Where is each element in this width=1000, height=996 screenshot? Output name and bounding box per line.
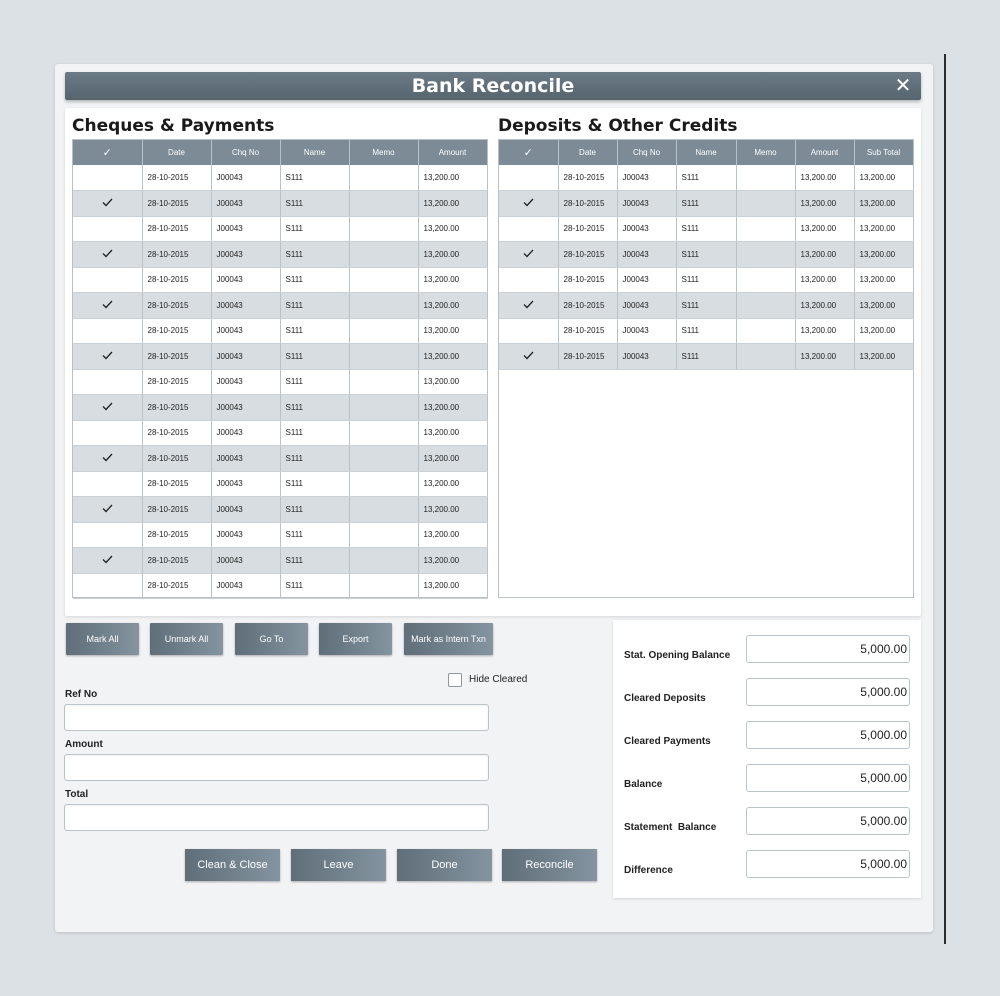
cell-name: S111 xyxy=(280,522,349,548)
deposits-title: Deposits & Other Credits xyxy=(498,116,738,136)
cell-name: S111 xyxy=(280,420,349,446)
cell-date: 28-10-2015 xyxy=(558,293,617,319)
cell-date: 28-10-2015 xyxy=(142,318,211,344)
cell-memo xyxy=(736,344,795,370)
cell-memo xyxy=(349,216,418,242)
cell-amount: 13,200.00 xyxy=(795,242,854,268)
cell-chq: J00043 xyxy=(211,267,280,293)
cell-memo xyxy=(349,267,418,293)
cell-name: S111 xyxy=(676,267,736,293)
export-button[interactable]: Export xyxy=(319,623,392,655)
cell-chq: J00043 xyxy=(211,497,280,523)
cell-date: 28-10-2015 xyxy=(142,548,211,574)
cell-date: 28-10-2015 xyxy=(142,267,211,293)
cell-amount: 13,200.00 xyxy=(418,369,487,395)
cell-amount: 13,200.00 xyxy=(418,548,487,574)
column-header-amount[interactable]: Amount xyxy=(795,140,854,165)
cell-amount: 13,200.00 xyxy=(795,267,854,293)
column-header-name[interactable]: Name xyxy=(676,140,736,165)
table-row[interactable] xyxy=(73,369,487,395)
bank-reconcile-window xyxy=(55,64,933,932)
cell-memo xyxy=(736,318,795,344)
cell-memo xyxy=(736,293,795,319)
table-row[interactable] xyxy=(73,267,487,293)
cell-chq: J00043 xyxy=(211,216,280,242)
table-row[interactable] xyxy=(73,395,487,421)
cell-chq: J00043 xyxy=(211,318,280,344)
cleared-deposits-label: Cleared Deposits xyxy=(624,693,706,704)
checkmark-icon[interactable] xyxy=(499,344,558,370)
table-row[interactable] xyxy=(499,191,913,217)
table-row[interactable] xyxy=(499,344,913,370)
cell-amount: 13,200.00 xyxy=(418,446,487,472)
cell-date: 28-10-2015 xyxy=(142,369,211,395)
cell-chq: J00043 xyxy=(211,395,280,421)
title-bar xyxy=(65,72,921,100)
cell-chq: J00043 xyxy=(211,369,280,395)
opening-balance-field[interactable]: 5,000.00 xyxy=(746,635,910,663)
cell-name: S111 xyxy=(676,216,736,242)
cell-name: S111 xyxy=(280,191,349,217)
cell-date: 28-10-2015 xyxy=(558,344,617,370)
row-check-cell[interactable] xyxy=(73,318,142,344)
cell-amount: 13,200.00 xyxy=(418,344,487,370)
cell-name: S111 xyxy=(676,165,736,191)
check-column-header[interactable]: ✓ xyxy=(499,140,558,165)
cell-amount: 13,200.00 xyxy=(795,344,854,370)
amount-label: Amount xyxy=(65,739,103,750)
table-row[interactable] xyxy=(73,191,487,217)
cell-memo xyxy=(736,191,795,217)
row-check-cell[interactable] xyxy=(499,267,558,293)
cell-amount: 13,200.00 xyxy=(418,293,487,319)
cell-memo xyxy=(349,446,418,472)
table-row[interactable] xyxy=(499,293,913,319)
row-check-cell[interactable] xyxy=(499,165,558,191)
checkmark-icon[interactable] xyxy=(73,395,142,421)
cell-amount: 13,200.00 xyxy=(418,165,487,191)
cell-chq: J00043 xyxy=(211,191,280,217)
cleared-deposits-field[interactable]: 5,000.00 xyxy=(746,678,910,706)
cell-memo xyxy=(736,267,795,293)
cell-date: 28-10-2015 xyxy=(558,191,617,217)
cell-chq: J00043 xyxy=(617,318,676,344)
cell-date: 28-10-2015 xyxy=(558,242,617,268)
cell-name: S111 xyxy=(280,395,349,421)
checkmark-icon[interactable] xyxy=(73,191,142,217)
cell-date: 28-10-2015 xyxy=(558,267,617,293)
row-check-cell[interactable] xyxy=(73,216,142,242)
table-row[interactable] xyxy=(499,267,913,293)
cell-subtotal: 13,200.00 xyxy=(854,293,913,319)
cell-memo xyxy=(736,216,795,242)
cell-chq: J00043 xyxy=(211,471,280,497)
row-check-cell[interactable] xyxy=(73,471,142,497)
difference-label: Difference xyxy=(624,865,673,876)
cell-amount: 13,200.00 xyxy=(795,216,854,242)
column-header-memo[interactable]: Memo xyxy=(349,140,418,165)
tables-panel xyxy=(65,108,921,616)
leave-button[interactable]: Leave xyxy=(291,849,386,881)
cheques-body xyxy=(73,165,487,599)
column-header-name[interactable]: Name xyxy=(280,140,349,165)
cell-name: S111 xyxy=(676,344,736,370)
cell-date: 28-10-2015 xyxy=(142,395,211,421)
deposits-grid xyxy=(498,139,914,598)
unmark-all-button[interactable]: Unmark All xyxy=(150,623,223,655)
table-row[interactable] xyxy=(73,216,487,242)
cell-name: S111 xyxy=(280,548,349,574)
cell-chq: J00043 xyxy=(617,242,676,268)
cell-name: S111 xyxy=(676,318,736,344)
cell-amount: 13,200.00 xyxy=(418,522,487,548)
cell-amount: 13,200.00 xyxy=(418,395,487,421)
cell-chq: J00043 xyxy=(211,522,280,548)
column-header-date[interactable]: Date xyxy=(142,140,211,165)
table-row[interactable] xyxy=(499,242,913,268)
cell-date: 28-10-2015 xyxy=(558,318,617,344)
close-icon[interactable]: ✕ xyxy=(894,75,912,97)
statement-balance-label: Statement Balance xyxy=(624,822,717,833)
checkmark-icon[interactable] xyxy=(499,191,558,217)
table-row[interactable] xyxy=(73,548,487,574)
cell-date: 28-10-2015 xyxy=(142,344,211,370)
cell-chq: J00043 xyxy=(211,344,280,370)
cell-subtotal: 13,200.00 xyxy=(854,165,913,191)
row-check-cell[interactable] xyxy=(73,267,142,293)
table-row[interactable] xyxy=(73,471,487,497)
row-check-cell[interactable] xyxy=(73,420,142,446)
table-row[interactable] xyxy=(73,344,487,370)
check-column-header[interactable]: ✓ xyxy=(73,140,142,165)
row-check-cell[interactable] xyxy=(73,573,142,599)
cell-date: 28-10-2015 xyxy=(142,165,211,191)
table-row[interactable] xyxy=(73,446,487,472)
cell-name: S111 xyxy=(280,497,349,523)
mark-all-button[interactable]: Mark All xyxy=(66,623,139,655)
reconcile-button[interactable]: Reconcile xyxy=(502,849,597,881)
cell-memo xyxy=(349,369,418,395)
done-button[interactable]: Done xyxy=(397,849,492,881)
column-header-amount[interactable]: Amount xyxy=(418,140,487,165)
cleared-payments-field[interactable]: 5,000.00 xyxy=(746,721,910,749)
total-field[interactable] xyxy=(64,804,489,831)
cell-chq: J00043 xyxy=(617,344,676,370)
difference-field[interactable]: 5,000.00 xyxy=(746,850,910,878)
cell-memo xyxy=(349,191,418,217)
cell-date: 28-10-2015 xyxy=(142,191,211,217)
cell-memo xyxy=(349,497,418,523)
opening-balance-label: Stat. Opening Balance xyxy=(624,650,731,661)
cell-memo xyxy=(349,548,418,574)
column-header-sub-total[interactable]: Sub Total xyxy=(854,140,913,165)
cell-amount: 13,200.00 xyxy=(795,318,854,344)
summary-panel xyxy=(613,620,921,898)
cell-subtotal: 13,200.00 xyxy=(854,191,913,217)
cell-memo xyxy=(349,318,418,344)
cell-name: S111 xyxy=(280,293,349,319)
cheques-grid xyxy=(72,139,488,598)
hide-cleared-label: Hide Cleared xyxy=(469,674,528,685)
column-header-chq-no[interactable]: Chq No xyxy=(617,140,676,165)
hide-cleared-checkbox[interactable] xyxy=(448,673,462,687)
cell-amount: 13,200.00 xyxy=(418,242,487,268)
cell-chq: J00043 xyxy=(617,293,676,319)
cell-subtotal: 13,200.00 xyxy=(854,267,913,293)
cell-chq: J00043 xyxy=(211,293,280,319)
cell-memo xyxy=(736,242,795,268)
cell-amount: 13,200.00 xyxy=(418,471,487,497)
table-row[interactable] xyxy=(73,497,487,523)
cell-amount: 13,200.00 xyxy=(418,420,487,446)
cell-chq: J00043 xyxy=(617,216,676,242)
cell-chq: J00043 xyxy=(617,191,676,217)
cell-memo xyxy=(349,242,418,268)
deposits-body xyxy=(499,165,913,369)
checkmark-icon[interactable] xyxy=(499,293,558,319)
table-row[interactable] xyxy=(73,318,487,344)
table-row[interactable] xyxy=(73,522,487,548)
cell-chq: J00043 xyxy=(211,242,280,268)
checkmark-icon[interactable] xyxy=(73,446,142,472)
cell-date: 28-10-2015 xyxy=(142,242,211,268)
table-row[interactable] xyxy=(499,318,913,344)
cell-name: S111 xyxy=(280,242,349,268)
cell-name: S111 xyxy=(280,471,349,497)
cell-amount: 13,200.00 xyxy=(795,293,854,319)
cell-amount: 13,200.00 xyxy=(418,216,487,242)
cell-amount: 13,200.00 xyxy=(795,165,854,191)
mark-as-intern-txn-button[interactable]: Mark as Intern Txn xyxy=(404,623,493,655)
cell-chq: J00043 xyxy=(211,420,280,446)
deposits-header-row xyxy=(499,140,913,165)
column-header-chq-no[interactable]: Chq No xyxy=(211,140,280,165)
table-row[interactable] xyxy=(73,573,487,599)
cell-amount: 13,200.00 xyxy=(795,191,854,217)
cell-date: 28-10-2015 xyxy=(142,293,211,319)
cell-name: S111 xyxy=(676,293,736,319)
checkmark-icon[interactable] xyxy=(73,548,142,574)
row-check-cell[interactable] xyxy=(73,522,142,548)
cell-chq: J00043 xyxy=(617,267,676,293)
cell-name: S111 xyxy=(676,242,736,268)
cell-name: S111 xyxy=(280,369,349,395)
checkmark-icon[interactable] xyxy=(73,497,142,523)
checkmark-icon[interactable] xyxy=(73,344,142,370)
cell-memo xyxy=(349,293,418,319)
cell-subtotal: 13,200.00 xyxy=(854,344,913,370)
cell-memo xyxy=(349,344,418,370)
cheques-title: Cheques & Payments xyxy=(72,116,275,136)
row-check-cell[interactable] xyxy=(499,216,558,242)
checkmark-icon[interactable] xyxy=(499,242,558,268)
cell-date: 28-10-2015 xyxy=(558,165,617,191)
cell-date: 28-10-2015 xyxy=(142,446,211,472)
cell-name: S111 xyxy=(280,446,349,472)
cell-memo xyxy=(349,395,418,421)
table-row[interactable] xyxy=(73,420,487,446)
cell-date: 28-10-2015 xyxy=(142,420,211,446)
cell-chq: J00043 xyxy=(211,573,280,599)
cleared-payments-label: Cleared Payments xyxy=(624,736,711,747)
cell-name: S111 xyxy=(280,573,349,599)
cell-amount: 13,200.00 xyxy=(418,191,487,217)
cell-date: 28-10-2015 xyxy=(142,497,211,523)
cell-name: S111 xyxy=(280,165,349,191)
cell-date: 28-10-2015 xyxy=(142,573,211,599)
cell-subtotal: 13,200.00 xyxy=(854,216,913,242)
cell-memo xyxy=(736,165,795,191)
table-row[interactable] xyxy=(73,165,487,191)
balance-label: Balance xyxy=(624,779,663,790)
row-check-cell[interactable] xyxy=(73,165,142,191)
table-row[interactable] xyxy=(73,242,487,268)
row-check-cell[interactable] xyxy=(73,369,142,395)
table-row[interactable] xyxy=(73,293,487,319)
cell-memo xyxy=(349,573,418,599)
cell-chq: J00043 xyxy=(211,165,280,191)
cell-chq: J00043 xyxy=(617,165,676,191)
checkmark-icon[interactable] xyxy=(73,242,142,268)
cell-chq: J00043 xyxy=(211,446,280,472)
cell-name: S111 xyxy=(676,191,736,217)
cell-memo xyxy=(349,522,418,548)
cell-amount: 13,200.00 xyxy=(418,267,487,293)
cell-memo xyxy=(349,420,418,446)
cell-date: 28-10-2015 xyxy=(142,216,211,242)
cell-memo xyxy=(349,165,418,191)
table-row[interactable] xyxy=(499,165,913,191)
cell-name: S111 xyxy=(280,267,349,293)
cell-subtotal: 13,200.00 xyxy=(854,242,913,268)
column-header-date[interactable]: Date xyxy=(558,140,617,165)
cell-name: S111 xyxy=(280,344,349,370)
ref-no-field[interactable] xyxy=(64,704,489,731)
statement-balance-field[interactable]: 5,000.00 xyxy=(746,807,910,835)
column-header-memo[interactable]: Memo xyxy=(736,140,795,165)
cell-amount: 13,200.00 xyxy=(418,318,487,344)
table-row[interactable] xyxy=(499,216,913,242)
cell-memo xyxy=(349,471,418,497)
cell-date: 28-10-2015 xyxy=(142,471,211,497)
cheques-header-row xyxy=(73,140,487,165)
cell-date: 28-10-2015 xyxy=(558,216,617,242)
total-label: Total xyxy=(65,789,89,800)
cell-chq: J00043 xyxy=(211,548,280,574)
cell-amount: 13,200.00 xyxy=(418,497,487,523)
cell-name: S111 xyxy=(280,216,349,242)
row-check-cell[interactable] xyxy=(499,318,558,344)
vertical-divider-line xyxy=(944,54,946,944)
go-to-button[interactable]: Go To xyxy=(235,623,308,655)
window-title: Bank Reconcile xyxy=(411,75,575,97)
checkmark-icon[interactable] xyxy=(73,293,142,319)
cell-date: 28-10-2015 xyxy=(142,522,211,548)
amount-field[interactable] xyxy=(64,754,489,781)
cell-name: S111 xyxy=(280,318,349,344)
clean-close-button[interactable]: Clean & Close xyxy=(185,849,280,881)
cell-amount: 13,200.00 xyxy=(418,573,487,599)
cell-subtotal: 13,200.00 xyxy=(854,318,913,344)
balance-field[interactable]: 5,000.00 xyxy=(746,764,910,792)
ref-no-label: Ref No xyxy=(65,689,98,700)
